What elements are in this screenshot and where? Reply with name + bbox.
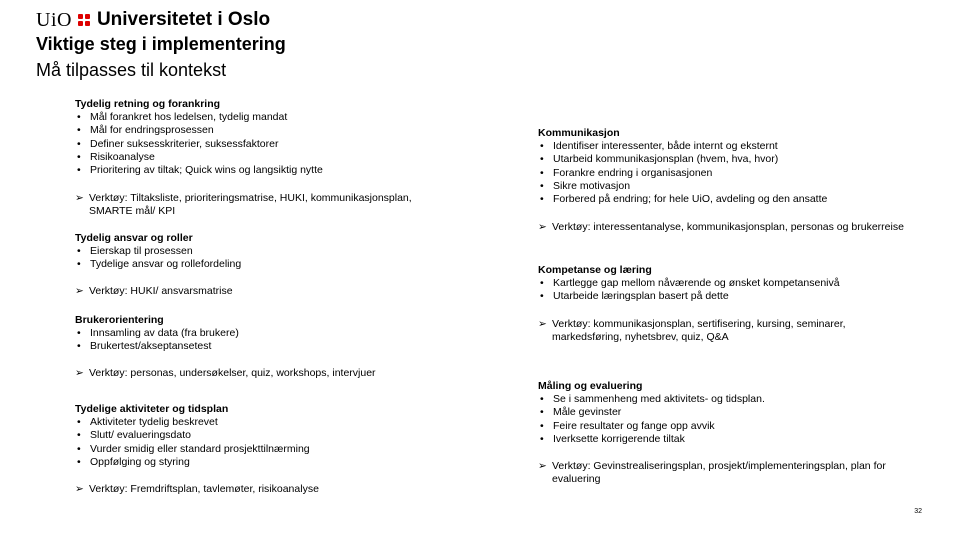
bullet-icon: • bbox=[77, 429, 81, 442]
list-item: • Sikre motivasjon bbox=[540, 179, 631, 192]
arrow-bullet-icon: ➢ bbox=[538, 460, 547, 472]
slide-title: Viktige steg i implementering bbox=[36, 34, 286, 54]
list-item: • Utarbeide læringsplan basert på dette bbox=[540, 290, 729, 303]
page-number: 32 bbox=[914, 508, 922, 515]
section-ansvar bbox=[75, 232, 241, 272]
bullet-icon: • bbox=[540, 393, 544, 406]
bullet-icon: • bbox=[77, 124, 81, 137]
bullet-list bbox=[75, 111, 323, 177]
bullet-icon: • bbox=[77, 150, 81, 163]
tool-line: ➢ Verktøy: kommunikasjonsplan, sertifisering, kursing, seminarer, markedsføring, nyhetsbrev, quiz, Q&A bbox=[538, 318, 846, 344]
list-item: • Kartlegge gap mellom nåværende og ønsket kompetansenivå bbox=[540, 277, 840, 290]
list-item: • Mål forankret hos ledelsen, tydelig mandat bbox=[77, 111, 288, 124]
bullet-icon: • bbox=[77, 442, 81, 455]
tool-line: ➢ Verktøy: Fremdriftsplan, tavlemøter, risikoanalyse bbox=[75, 483, 319, 495]
bullet-icon: • bbox=[540, 406, 544, 419]
section-brukerorientering bbox=[75, 314, 239, 354]
bullet-list bbox=[75, 245, 241, 271]
section-maaling bbox=[538, 380, 765, 446]
tool-line: ➢ Verktøy: HUKI/ ansvarsmatrise bbox=[75, 285, 233, 297]
arrow-bullet-icon: ➢ bbox=[75, 367, 84, 379]
arrow-bullet-icon: ➢ bbox=[75, 285, 84, 297]
bullet-icon: • bbox=[77, 245, 81, 258]
logo-university-name: Universitetet i Oslo bbox=[96, 9, 271, 30]
arrow-bullet-icon: ➢ bbox=[75, 483, 84, 495]
list-item: • Brukertest/akseptansetest bbox=[77, 340, 212, 353]
bullet-list bbox=[538, 140, 827, 206]
tool-line: ➢ Verktøy: Gevinstrealiseringsplan, prosjekt/implementeringsplan, plan for evaluering bbox=[538, 460, 886, 486]
section-heading: Kompetanse og læring bbox=[538, 264, 652, 276]
logo-uio-text: UiO bbox=[36, 8, 72, 31]
bullet-icon: • bbox=[77, 137, 81, 150]
bullet-icon: • bbox=[540, 419, 544, 432]
section-heading: Tydelige aktiviteter og tidsplan bbox=[75, 403, 229, 415]
section-heading: Tydelig ansvar og roller bbox=[75, 232, 193, 244]
bullet-icon: • bbox=[540, 290, 544, 303]
bullet-icon: • bbox=[540, 140, 544, 153]
tool-line: ➢ Verktøy: personas, undersøkelser, quiz, workshops, intervjuer bbox=[75, 367, 376, 379]
list-item: • Slutt/ evalueringsdato bbox=[77, 429, 191, 442]
tool-line: ➢ Verktøy: Tiltaksliste, prioriteringsmatrise, HUKI, kommunikasjonsplan, SMARTE mål/ KPI bbox=[75, 192, 412, 218]
list-item: • Forbered på endring; for hele UiO, avdeling og den ansatte bbox=[540, 193, 828, 206]
bullet-icon: • bbox=[77, 455, 81, 468]
list-item: • Se i sammenheng med aktivitets- og tidsplan. bbox=[540, 393, 765, 406]
list-item: • Iverksette korrigerende tiltak bbox=[540, 432, 685, 445]
list-item: • Eierskap til prosessen bbox=[77, 245, 193, 258]
section-retning bbox=[75, 98, 323, 177]
list-item: • Måle gevinster bbox=[540, 406, 622, 419]
bullet-icon: • bbox=[540, 193, 544, 206]
logo-mark-icon bbox=[78, 14, 90, 26]
section-heading: Måling og evaluering bbox=[538, 380, 643, 392]
bullet-list bbox=[538, 277, 840, 303]
bullet-icon: • bbox=[77, 164, 81, 177]
section-heading: Kommunikasjon bbox=[538, 127, 620, 139]
list-item: • Tydelige ansvar og rollefordeling bbox=[77, 258, 242, 271]
section-kompetanse bbox=[538, 264, 840, 304]
list-item: • Risikoanalyse bbox=[77, 150, 155, 163]
bullet-icon: • bbox=[540, 432, 544, 445]
list-item: • Prioritering av tiltak; Quick wins og langsiktig nytte bbox=[77, 164, 323, 177]
list-item: • Oppfølging og styring bbox=[77, 455, 190, 468]
bullet-icon: • bbox=[77, 416, 81, 429]
bullet-icon: • bbox=[540, 153, 544, 166]
bullet-icon: • bbox=[77, 340, 81, 353]
section-kommunikasjon bbox=[538, 127, 827, 206]
bullet-list bbox=[538, 393, 765, 446]
section-heading: Tydelig retning og forankring bbox=[75, 98, 221, 110]
list-item: • Aktiviteter tydelig beskrevet bbox=[77, 416, 218, 429]
bullet-list bbox=[75, 416, 310, 469]
bullet-icon: • bbox=[540, 277, 544, 290]
section-aktiviteter bbox=[75, 403, 310, 469]
bullet-icon: • bbox=[77, 258, 81, 271]
bullet-icon: • bbox=[77, 327, 81, 340]
list-item: • Vurder smidig eller standard prosjekttilnærming bbox=[77, 442, 310, 455]
list-item: • Innsamling av data (fra brukere) bbox=[77, 327, 239, 340]
list-item: • Definer suksesskriterier, suksessfaktorer bbox=[77, 137, 279, 150]
bullet-icon: • bbox=[540, 179, 544, 192]
section-heading: Brukerorientering bbox=[75, 314, 164, 326]
bullet-list bbox=[75, 327, 239, 353]
bullet-icon: • bbox=[77, 111, 81, 124]
list-item: • Mål for endringsprosessen bbox=[77, 124, 214, 137]
list-item: • Forankre endring i organisasjonen bbox=[540, 166, 713, 179]
bullet-icon: • bbox=[540, 166, 544, 179]
list-item: • Utarbeid kommunikasjonsplan (hvem, hva, hvor) bbox=[540, 153, 779, 166]
slide-subtitle: Må tilpasses til kontekst bbox=[36, 60, 227, 80]
uio-logo bbox=[36, 8, 270, 32]
list-item: • Identifiser interessenter, både internt og eksternt bbox=[540, 140, 778, 153]
arrow-bullet-icon: ➢ bbox=[538, 221, 547, 233]
tool-line: ➢ Verktøy: interessentanalyse, kommunikasjonsplan, personas og brukerreise bbox=[538, 221, 904, 233]
arrow-bullet-icon: ➢ bbox=[538, 318, 547, 330]
list-item: • Feire resultater og fange opp avvik bbox=[540, 419, 715, 432]
arrow-bullet-icon: ➢ bbox=[75, 192, 84, 204]
